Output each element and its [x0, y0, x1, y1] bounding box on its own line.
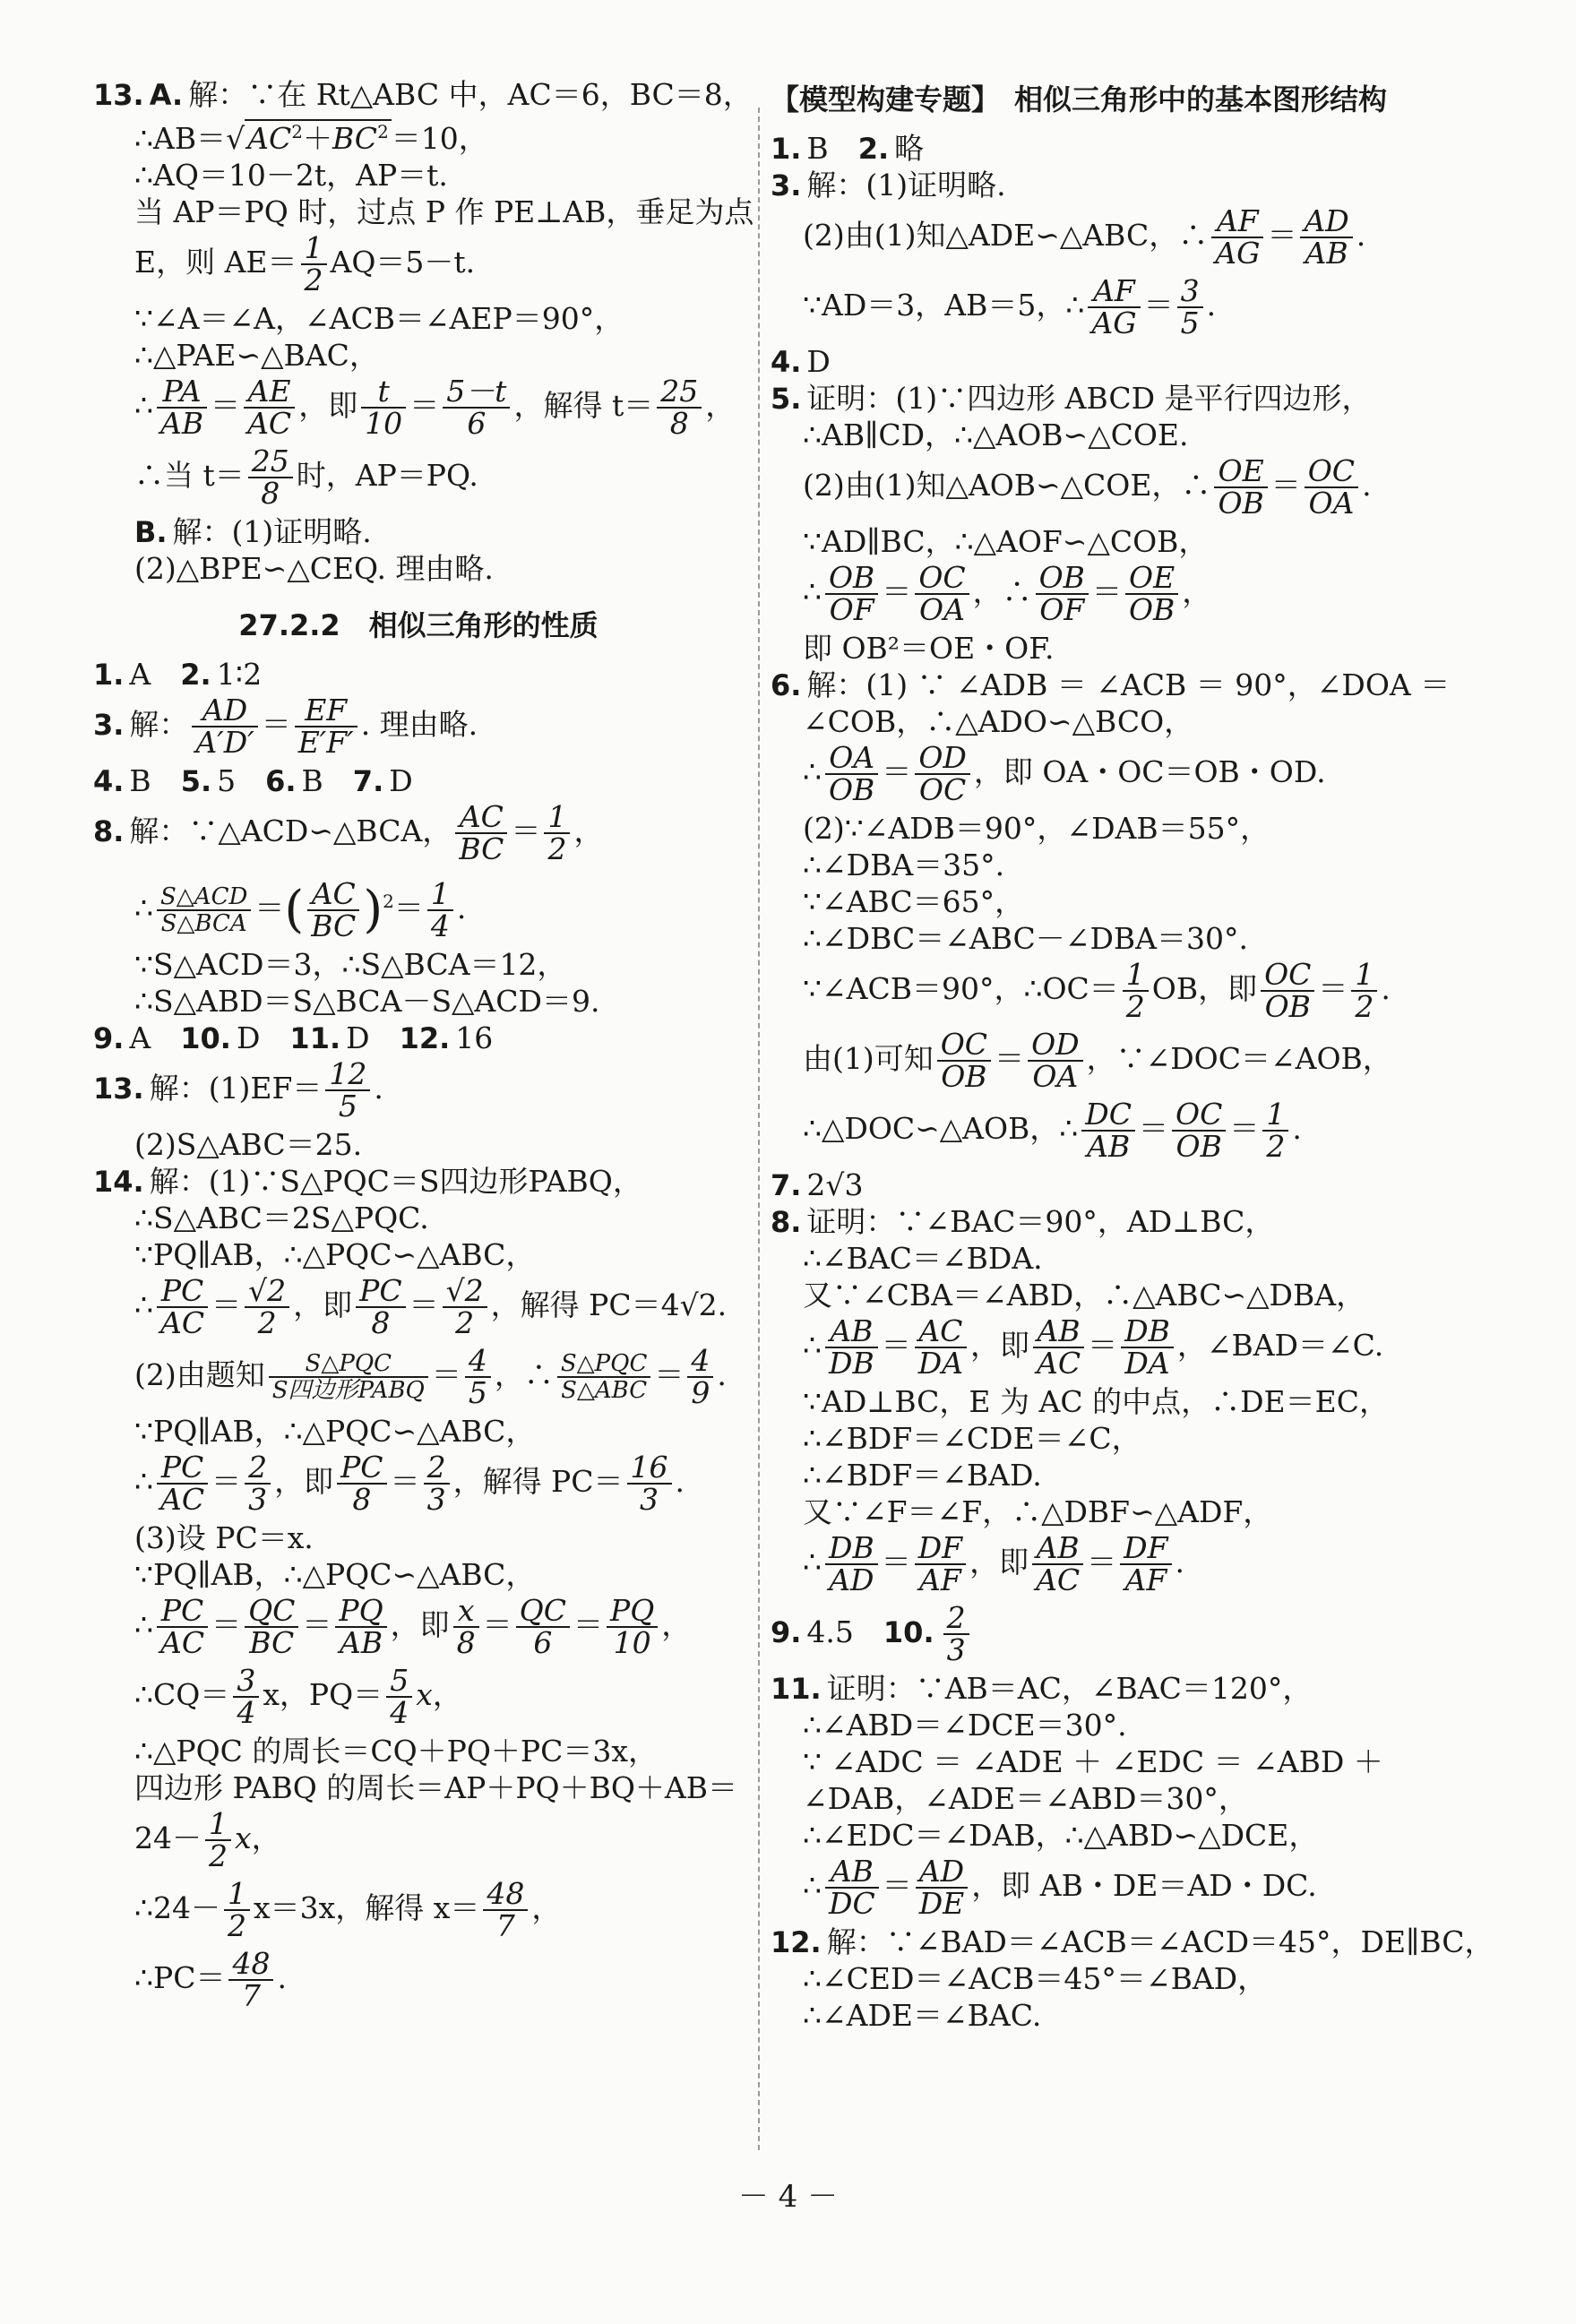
fraction: $\frac{OC}{OB}$ — [937, 1029, 991, 1092]
fraction: $\frac{EF}{E'F'}$ — [295, 695, 357, 758]
answer-14-line-13: 四边形 PABQ 的周长＝AP＋PQ＋BQ＋AB＝ — [134, 1770, 737, 1805]
answer-8-line-2: ∴∠BAC＝∠BDA. — [803, 1241, 1043, 1276]
fraction: $\frac{1}{2}$ — [1123, 960, 1149, 1022]
answer-11-line-5: ∴∠EDC＝∠DAB，∴△ABD∽△DCE， — [803, 1818, 1319, 1853]
fraction: $\frac{AD}{A'D'}$ — [192, 695, 257, 758]
left-column — [93, 77, 754, 2017]
answer-3-line-1: 3. 解：(1)证明略. — [771, 168, 1006, 202]
q13-line-1: 13. A. 解：∵在 Rt△ABC 中，AC＝6，BC＝8， — [93, 77, 753, 112]
answer-5-line-2: ∴AB∥CD，∴△AOB∽△COE. — [803, 417, 1189, 452]
answer-8-line-2: ∴ S△ACD S△BCA ＝( $\frac{AC}{BC}$ )$^2$＝ $\frac{1}{4}$ . — [134, 876, 467, 943]
answer-5-line-4: ∵AD∥BC，∴△AOF∽△COB， — [803, 524, 1209, 559]
answer-8-line-1: 8. 解：∵△ACD∽△BCA， $\frac{AC}{BC}$ ＝ $\frac{1}{2}$ ， — [93, 799, 604, 866]
q13-line-9: ∴当 t＝ $\frac{25}{8}$ 时，AP＝PQ. — [134, 443, 478, 511]
fraction: $\frac{√2}{2}$ — [443, 1276, 487, 1338]
fraction: S△PQC S△ABC — [557, 1351, 651, 1403]
fraction: $\frac{2}{3}$ — [943, 1603, 969, 1666]
answer-5-line-3: (2)由(1)知△AOB∽△COE，∴ $\frac{OE}{OB}$ ＝ $\frac{OC}{OA}$ . — [803, 453, 1372, 521]
answer-5-line-1: 5. 证明：(1)∵四边形 ABCD 是平行四边形， — [771, 381, 1372, 416]
answer-14-line-3: ∵PQ∥AB，∴△PQC∽△ABC， — [134, 1237, 536, 1272]
answer-11-line-6: ∴ $\frac{AB}{DC}$ ＝ $\frac{AD}{DE}$ ，即 AB・DE＝AD・DC. — [803, 1854, 1317, 1921]
answer-6-line-7: ∴∠DBC＝∠ABC－∠DBA＝30°. — [803, 921, 1248, 956]
fraction: $\frac{OE}{OB}$ — [1214, 456, 1267, 519]
fraction: $\frac{OC}{OA}$ — [915, 563, 969, 625]
section-heading: 27.2.2 相似三角形的性质 — [238, 608, 599, 642]
fraction: $\frac{OD}{OA}$ — [1028, 1029, 1083, 1092]
q13-b-line-2: (2)△BPE∽△CEQ. 理由略. — [134, 551, 494, 586]
answer-11-line-3: ∵ ∠ADC ＝ ∠ADE ＋ ∠EDC ＝ ∠ABD ＋ — [803, 1744, 1383, 1779]
answer-14-line-16: ∴PC＝ $\frac{48}{7}$ . — [134, 1946, 287, 2013]
fraction: $\frac{25}{8}$ — [657, 376, 702, 439]
answer-3: 3. 解： $\frac{AD}{A'D'}$ ＝ $\frac{EF}{E'F'}$ . 理由略. — [93, 693, 478, 760]
q13-line-3: ∴AQ＝10－2t，AP＝t. — [134, 158, 448, 193]
answer-13-line-1: 13. 解：(1)EF＝ $\frac{12}{5}$ . — [93, 1056, 383, 1123]
answer-8-line-8: 又∵∠F＝∠F，∴△DBF∽△ADF， — [803, 1494, 1273, 1529]
fraction: $\frac{QC}{BC}$ — [245, 1596, 298, 1658]
answer-13-line-2: (2)S△ABC＝25. — [134, 1127, 363, 1162]
fraction: $\frac{DF}{AF}$ — [1120, 1533, 1171, 1596]
answer-6-line-2: ∠COB，∴△ADO∽△BCO， — [803, 704, 1194, 739]
q13-line-4: 当 AP＝PQ 时，过点 P 作 PE⊥AB，垂足为点 — [134, 194, 754, 229]
fraction: $\frac{1}{2}$ — [1351, 960, 1377, 1022]
fraction: $\frac{t}{10}$ — [361, 376, 406, 439]
fraction: $\frac{OB}{OF}$ — [825, 563, 878, 625]
fraction: $\frac{OC}{OA}$ — [1305, 456, 1358, 519]
answers-9-12: 9. A 10. D 11. D 12. 16 — [93, 1020, 494, 1055]
fraction: $\frac{48}{7}$ — [483, 1879, 528, 1941]
fraction: $\frac{AC}{DA}$ — [915, 1316, 967, 1379]
fraction: $\frac{AF}{AG}$ — [1088, 276, 1140, 339]
fraction: $\frac{PA}{AB}$ — [157, 376, 207, 439]
answers-9-10: 9. 4.5 10. $\frac{2}{3}$ — [771, 1601, 1434, 1666]
fraction: $\frac{AD}{DE}$ — [916, 1856, 969, 1919]
answer-6-line-4: (2)∵∠ADB＝90°，∠DAB＝55°， — [803, 811, 1270, 846]
answer-5-line-5: ∴ $\frac{OB}{OF}$ ＝ $\frac{OC}{OA}$ ，∴ $\frac{OB}{OF}$ ＝ $\frac{OE}{OB}$ ， — [803, 560, 1212, 627]
fraction: $\frac{PQ}{10}$ — [607, 1596, 658, 1658]
fraction: $\frac{DB}{AD}$ — [825, 1533, 878, 1596]
page-number: － 4 － — [737, 2179, 839, 2215]
answer-14-line-4: ∴ $\frac{PC}{AC}$ ＝ $\frac{√2}{2}$ ，即 $\frac{PC}{8}$ ＝ $\frac{√2}{2}$ ，解得 PC＝4√2. — [134, 1273, 728, 1340]
q13-line-7: ∴△PAE∽△BAC， — [134, 338, 379, 373]
answer-14-line-15: ∴24－ $\frac{1}{2}$ x＝3x，解得 x＝ $\frac{48}{7}$ ， — [134, 1876, 562, 1943]
fraction: $\frac{√2}{2}$ — [245, 1276, 289, 1338]
q13-line-5: E，则 AE＝ $\frac{1}{2}$ AQ＝5－t. — [134, 230, 476, 297]
fraction: $\frac{DF}{AF}$ — [915, 1533, 966, 1596]
answer-11-line-1: 11. 证明：∵AB＝AC，∠BAC＝120°， — [771, 1671, 1313, 1706]
fraction: S△PQC S四边形PABQ — [269, 1351, 428, 1403]
fraction: $\frac{AC}{BC}$ — [307, 879, 359, 942]
fraction: $\frac{12}{5}$ — [325, 1059, 370, 1122]
q13-line-6: ∵∠A＝∠A，∠ACB＝∠AEP＝90°， — [134, 301, 624, 336]
fraction: $\frac{AB}{DB}$ — [825, 1316, 878, 1379]
fraction: S△ACD S△BCA — [157, 884, 251, 936]
fraction: $\frac{16}{3}$ — [627, 1452, 672, 1515]
section-heading-model: 【模型构建专题】 相似三角形中的基本图形结构 — [771, 82, 1388, 116]
answer-6-line-3: ∴ $\frac{OA}{OB}$ ＝ $\frac{OD}{OC}$ ，即 OA・OC＝OB・OD. — [803, 740, 1326, 807]
answer-14-line-1: 14. 解：(1)∵S△PQC＝S四边形PABQ， — [93, 1164, 642, 1199]
answer-14-line-9: ∵PQ∥AB，∴△PQC∽△ABC， — [134, 1557, 536, 1592]
answer-8-line-5: ∵AD⊥BC，E 为 AC 的中点，∴DE＝EC， — [803, 1384, 1389, 1419]
answer-12-line-3: ∴∠ADE＝∠BAC. — [803, 1998, 1042, 2033]
fraction: $\frac{1}{2}$ — [301, 233, 327, 296]
fraction: $\frac{5-t}{6}$ — [443, 376, 510, 439]
answers-1-2: 1. B 2. 略 — [771, 131, 925, 166]
right-column — [771, 77, 1494, 2035]
fraction: $\frac{AB}{DC}$ — [825, 1856, 879, 1919]
fraction: $\frac{25}{8}$ — [248, 446, 293, 509]
answer-14-line-12: ∴△PQC 的周长＝CQ＋PQ＋PC＝3x， — [134, 1734, 658, 1769]
answer-14-line-2: ∴S△ABC＝2S△PQC. — [134, 1201, 429, 1235]
answer-14-line-7: ∴ $\frac{PC}{AC}$ ＝ $\frac{2}{3}$ ，即 $\frac{PC}{8}$ ＝ $\frac{2}{3}$ ，解得 PC＝ $\frac{16}{3}$ . — [134, 1450, 685, 1517]
fraction: $\frac{OC}{OB}$ — [1261, 960, 1314, 1022]
answer-6-line-9: 由(1)可知 $\frac{OC}{OB}$ ＝ $\frac{OD}{OA}$ ，∵∠DOC＝∠AOB， — [803, 1027, 1392, 1094]
answer-8-line-7: ∴∠BDF＝∠BAD. — [803, 1458, 1042, 1493]
answer-8-line-3: ∵S△ACD＝3，∴S△BCA＝12， — [134, 947, 567, 982]
answer-4: 4. D — [771, 344, 831, 379]
answer-8-line-3: 又∵∠CBA＝∠ABD，∴△ABC∽△DBA， — [803, 1278, 1366, 1313]
fraction: $\frac{DC}{AB}$ — [1081, 1099, 1135, 1162]
answer-6-line-5: ∴∠DBA＝35°. — [803, 848, 1005, 882]
fraction: $\frac{PC}{AC}$ — [157, 1596, 208, 1658]
fraction: $\frac{AB}{AC}$ — [1033, 1316, 1084, 1379]
fraction: $\frac{PC}{8}$ — [356, 1276, 405, 1338]
answer-6-line-1: 6. 解：(1) ∵ ∠ADB ＝ ∠ACB ＝ 90°，∠DOA ＝ — [771, 667, 1451, 702]
fraction: $\frac{OE}{OB}$ — [1125, 563, 1178, 625]
fraction: $\frac{AC}{BC}$ — [455, 802, 507, 865]
answer-14-line-8: (3)设 PC＝x. — [134, 1520, 314, 1555]
answer-14-line-11: ∴CQ＝ $\frac{3}{4}$ x，PQ＝ $\frac{5}{4}$ x， — [134, 1663, 462, 1730]
answer-5-line-6: 即 OB²＝OE・OF. — [803, 631, 1055, 666]
fraction: $\frac{1}{2}$ — [205, 1809, 231, 1872]
fraction: $\frac{OD}{OC}$ — [915, 743, 970, 805]
q13-line-8: ∴ $\frac{PA}{AB}$ ＝ $\frac{AE}{AC}$ ，即 $\frac{t}{10}$ ＝ $\frac{5-t}{6}$ ，解得 t＝ $\frac{25}{8}$ ， — [134, 374, 736, 441]
answer-14-line-14: 24－ $\frac{1}{2}$ x， — [134, 1806, 281, 1873]
answer-8-line-6: ∴∠BDF＝∠CDE＝∠C， — [803, 1421, 1141, 1456]
answer-7: 7. 2√3 — [771, 1167, 864, 1202]
answer-6-line-8: ∵∠ACB＝90°，∴OC＝ $\frac{1}{2}$ OB，即 $\frac{OC}{OB}$ ＝ $\frac{1}{2}$ . — [803, 957, 1391, 1024]
fraction: $\frac{PQ}{AB}$ — [335, 1596, 386, 1658]
fraction: $\frac{QC}{6}$ — [516, 1596, 570, 1658]
fraction: $\frac{48}{7}$ — [228, 1949, 273, 2011]
fraction: $\frac{AB}{AC}$ — [1032, 1533, 1083, 1596]
fraction: $\frac{1}{2}$ — [1262, 1099, 1288, 1162]
fraction: $\frac{1}{2}$ — [224, 1879, 250, 1941]
answers-1-2: 1. A 2. 1∶2 — [93, 657, 263, 692]
answer-14-line-5: (2)由题知 S△PQC S四边形PABQ ＝ $\frac{4}{5}$ ，∴ S△PQC S△ABC ＝ $\frac{4}{9}$ . — [134, 1343, 727, 1410]
fraction: $\frac{DB}{DA}$ — [1121, 1316, 1174, 1379]
answer-12-line-1: 12. 解：∵∠BAD＝∠ACB＝∠ACD＝45°，DE∥BC， — [771, 1924, 1494, 1959]
answer-6-line-6: ∵∠ABC＝65°， — [803, 884, 1025, 919]
answer-3-line-2: (2)由(1)知△ADE∽△ABC，∴ $\frac{AF}{AG}$ ＝ $\frac{AD}{AB}$ . — [803, 203, 1366, 271]
fraction: $\frac{OC}{OB}$ — [1172, 1099, 1226, 1162]
fraction: $\frac{4}{9}$ — [687, 1346, 713, 1408]
fraction: $\frac{5}{4}$ — [386, 1666, 412, 1728]
fraction: $\frac{1}{2}$ — [544, 802, 570, 865]
answer-11-line-2: ∴∠ABD＝∠DCE＝30°. — [803, 1708, 1127, 1743]
answer-8-line-4: ∴S△ABD＝S△BCA－S△ACD＝9. — [134, 984, 600, 1019]
fraction: $\frac{AF}{AG}$ — [1211, 206, 1263, 269]
answer-3-line-3: ∵AD＝3，AB＝5，∴ $\frac{AF}{AG}$ ＝ $\frac{3}{5}$ . — [803, 273, 1217, 340]
fraction: $\frac{2}{3}$ — [424, 1452, 450, 1515]
fraction: $\frac{PC}{AC}$ — [157, 1276, 208, 1338]
fraction: $\frac{PC}{AC}$ — [157, 1452, 208, 1515]
fraction: $\frac{PC}{8}$ — [337, 1452, 386, 1515]
fraction: $\frac{AE}{AC}$ — [244, 376, 295, 439]
fraction: $\frac{OA}{OB}$ — [825, 743, 878, 805]
answer-14-line-6: ∵PQ∥AB，∴△PQC∽△ABC， — [134, 1414, 536, 1449]
fraction: $\frac{AD}{AB}$ — [1300, 206, 1352, 269]
fraction: $\frac{4}{5}$ — [465, 1346, 491, 1408]
fraction: $\frac{3}{4}$ — [233, 1666, 259, 1728]
answer-8-line-4: ∴ $\frac{AB}{DB}$ ＝ $\frac{AC}{DA}$ ，即 $\frac{AB}{AC}$ ＝ $\frac{DB}{DA}$ ，∠BAD＝∠C. — [803, 1313, 1384, 1381]
fraction: $\frac{1}{4}$ — [427, 879, 453, 942]
answer-12-line-2: ∴∠CED＝∠ACB＝45°＝∠BAD， — [803, 1961, 1268, 1996]
answer-8-line-1: 8. 证明：∵∠BAC＝90°，AD⊥BC， — [771, 1204, 1275, 1239]
fraction: $\frac{2}{3}$ — [245, 1452, 271, 1515]
fraction: $\frac{OB}{OF}$ — [1036, 563, 1089, 625]
fraction: $\frac{3}{5}$ — [1177, 276, 1203, 339]
answer-14-line-10: ∴ $\frac{PC}{AC}$ ＝ $\frac{QC}{BC}$ ＝ $\frac{PQ}{AB}$ ，即 $\frac{x}{8}$ ＝ $\frac{QC}{6}$ ＝ $\frac{PQ}{10}$ ， — [134, 1593, 692, 1660]
fraction: $\frac{x}{8}$ — [453, 1596, 479, 1658]
answer-11-line-4: ∠DAB，∠ADE＝∠ABD＝30°， — [803, 1781, 1248, 1816]
answers-4-7: 4. B 5. 5 6. B 7. D — [93, 763, 413, 798]
q13-b-line-1: B. 解：(1)证明略. — [134, 514, 372, 549]
q13-line-2: $\therefore AB=√AC^2+BC^2=10$， — [134, 121, 488, 156]
answer-8-line-9: ∴ $\frac{DB}{AD}$ ＝ $\frac{DF}{AF}$ ，即 $\frac{AB}{AC}$ ＝ $\frac{DF}{AF}$ . — [803, 1530, 1185, 1597]
column-divider — [758, 108, 760, 2150]
answer-6-line-10: ∴△DOC∽△AOB，∴ $\frac{DC}{AB}$ ＝ $\frac{OC}{OB}$ ＝ $\frac{1}{2}$ . — [803, 1097, 1302, 1164]
